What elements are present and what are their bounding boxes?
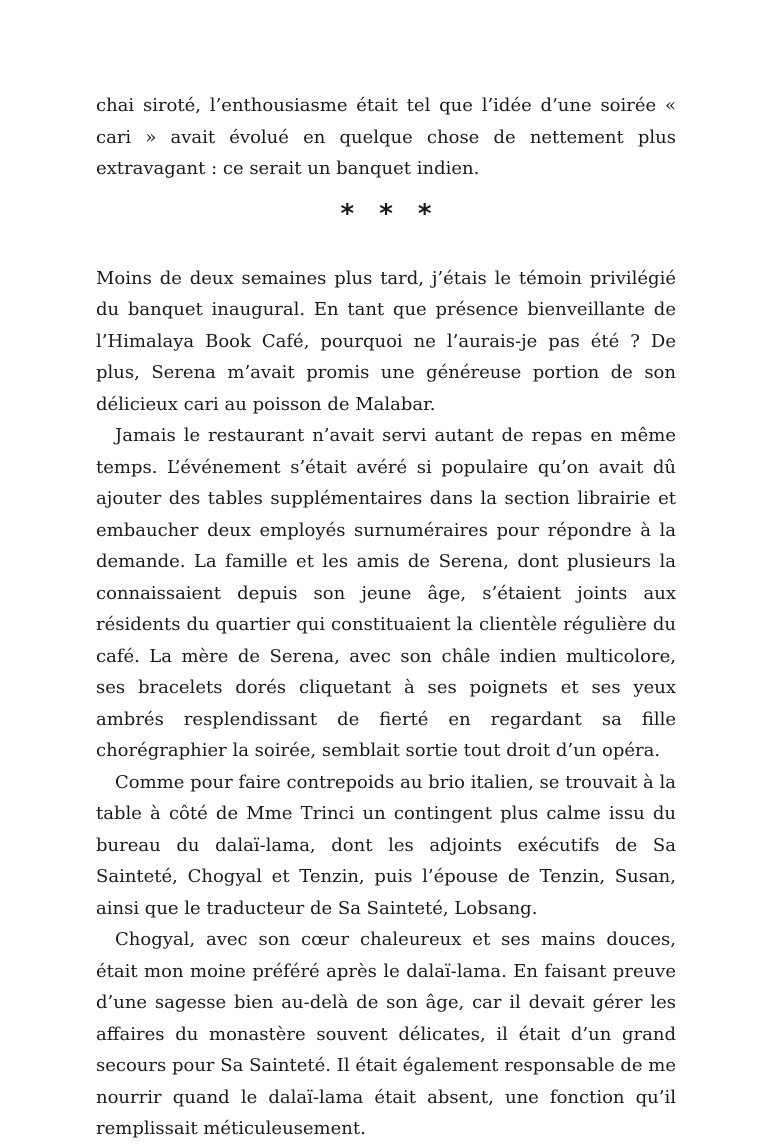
paragraph: Moins de deux semaines plus tard, j’étais le témoin privilégié du banquet inaugural. En tant que présence bienveillante de l’Himalaya Book Café, pourquoi ne l’aurais-je pas été ? De plus, Serena m’avait promis une généreuse portion de son délicieux cari au poisson de Malabar. [96, 267, 676, 415]
book-page [96, 90, 676, 1145]
paragraph-continuation: chai siroté, l’enthousiasme était tel que l’idée d’une soirée « cari » avait évolué en quelque chose de nettement plus extravagant : ce serait un banquet indien. [96, 95, 676, 179]
paragraph: Jamais le restaurant n’avait servi autant de repas en même temps. L’événement s’était avéré si populaire qu’on avait dû ajouter des tables supplémentaires dans la section librairie et embaucher deux employés surnuméraires pour répondre à la demande. La famille et les amis de Serena, dont plusieurs la connaissaient depuis son jeune âge, s’étaient joints aux résidents du quartier qui constituaient la clientèle régulière du café. La mère de Serena, avec son châle indien multicolore, ses bracelets dorés cliquetant à ses poignets et ses yeux ambrés resplendissant de fierté en regardant sa fille chorégraphier la soirée, semblait sortie tout droit d’un opéra. [96, 425, 676, 761]
paragraph: Chogyal, avec son cœur chaleureux et ses mains douces, était mon moine préféré après le dalaï-lama. En faisant preuve d’une sagesse bien au-delà de son âge, car il devait gérer les affaires du monastère souvent délicates, il était d’un grand secours pour Sa Sainteté. Il était également responsable de me nourrir quand le dalaï-lama était absent, une fonction qu’il remplissait méticuleusement. [96, 929, 676, 1139]
section-separator: * * * [340, 198, 440, 229]
paragraph: Comme pour faire contrepoids au brio italien, se trouvait à la table à côté de Mme Trinci un contingent plus calme issu du bureau du dalaï-lama, dont les adjoints exécutifs de Sa Sainteté, Chogyal et Tenzin, puis l’épouse de Tenzin, Susan, ainsi que le traducteur de Sa Sainteté, Lobsang. [96, 771, 676, 919]
